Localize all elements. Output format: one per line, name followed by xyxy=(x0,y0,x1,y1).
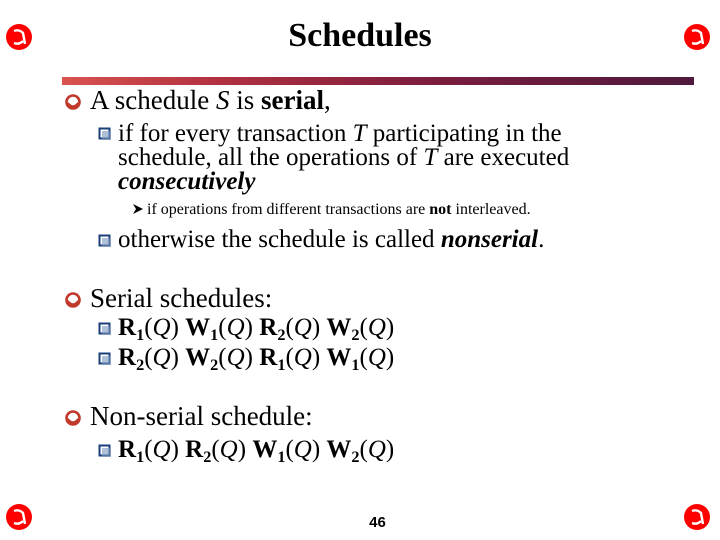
schedule-operation: $W_1(Q)$ xyxy=(185,314,253,344)
data-item: Q xyxy=(293,314,312,341)
text: interleaved. xyxy=(451,201,531,218)
schedule-operation: $W_2(Q)$ xyxy=(326,436,395,466)
operation-type: W xyxy=(326,436,352,463)
operation-type: W xyxy=(185,314,211,341)
circle-bullet-icon xyxy=(62,90,84,112)
serial-schedules-label: Serial schedules: xyxy=(90,283,273,313)
square-bullet-icon xyxy=(98,444,112,458)
serial-definition-line xyxy=(90,86,331,114)
data-item: Q xyxy=(293,344,312,371)
interleave-note xyxy=(147,200,531,220)
data-item: Q xyxy=(293,436,312,463)
square-bullet-icon xyxy=(98,352,112,366)
schedule-operation: $R_2(Q)$ xyxy=(118,344,179,374)
data-item: Q xyxy=(152,436,171,463)
nonserial-term: nonserial xyxy=(440,226,539,253)
transaction-subscript: 1 xyxy=(136,447,145,466)
data-item: Q xyxy=(152,314,171,341)
operation-type: W xyxy=(326,344,352,371)
transaction-subscript: 2 xyxy=(351,447,360,466)
data-item: Q xyxy=(367,314,386,341)
transaction-subscript: 1 xyxy=(136,325,145,344)
schedule-operation: $W_1(Q)$ xyxy=(252,436,321,466)
data-item: Q xyxy=(152,344,171,371)
operation-type: W xyxy=(252,436,278,463)
operation-type: R xyxy=(259,344,278,371)
otherwise-line xyxy=(118,226,544,254)
text: participating in the xyxy=(366,120,562,147)
arrow-bullet-icon xyxy=(131,202,145,216)
data-item: Q xyxy=(367,436,386,463)
serial-schedule-2 xyxy=(118,344,394,372)
schedule-var: S xyxy=(215,85,230,115)
schedule-operation: $W_2(Q)$ xyxy=(185,344,253,374)
transaction-subscript: 1 xyxy=(277,447,286,466)
transaction-subscript: 1 xyxy=(277,355,286,374)
schedule-operation: $R_1(Q)$ xyxy=(259,344,321,374)
text: if operations from different transactions are xyxy=(147,201,430,218)
data-item: Q xyxy=(226,344,245,371)
schedule-operation: $R_1(Q)$ xyxy=(118,436,179,466)
text: A schedule xyxy=(90,85,216,115)
operation-type: W xyxy=(326,314,352,341)
square-bullet-icon xyxy=(98,234,112,248)
transaction-subscript: 1 xyxy=(351,355,360,374)
serial-term: serial xyxy=(261,85,324,115)
transaction-var: T xyxy=(423,144,438,171)
transaction-subscript: 1 xyxy=(210,325,219,344)
transaction-subscript: 2 xyxy=(351,325,360,344)
data-item: Q xyxy=(219,436,238,463)
text: are executed xyxy=(437,144,570,171)
text: otherwise the schedule is called xyxy=(118,226,441,253)
transaction-subscript: 2 xyxy=(277,325,286,344)
operation-type: R xyxy=(185,436,204,463)
nonserial-schedule-label: Non-serial schedule: xyxy=(90,401,313,431)
transaction-subscript: 2 xyxy=(210,355,219,374)
text: if for every transaction xyxy=(118,120,353,147)
circle-bullet-icon xyxy=(62,406,84,428)
operation-type: R xyxy=(118,344,137,371)
data-item: Q xyxy=(367,344,386,371)
operation-type: R xyxy=(259,314,278,341)
text: schedule, all the operations of xyxy=(118,144,424,171)
nonserial-schedule xyxy=(118,436,394,464)
schedule-operation: $R_2(Q)$ xyxy=(259,314,321,344)
title-divider xyxy=(62,77,694,85)
schedule-operation: $R_1(Q)$ xyxy=(118,314,179,344)
transaction-subscript: 2 xyxy=(136,355,145,374)
text: . xyxy=(538,226,545,253)
slide-title: Schedules xyxy=(288,17,432,54)
not-emphasis: not xyxy=(429,201,452,218)
operation-type: R xyxy=(118,436,137,463)
schedule-operation: $W_1(Q)$ xyxy=(326,344,395,374)
page-number: 46 xyxy=(369,514,386,531)
transaction-var: T xyxy=(352,120,367,147)
schedule-operation: $W_2(Q)$ xyxy=(326,314,395,344)
operation-type: W xyxy=(185,344,211,371)
data-item: Q xyxy=(226,314,245,341)
transaction-subscript: 2 xyxy=(203,447,212,466)
condition-line-3: consecutively xyxy=(118,168,256,195)
circle-bullet-icon xyxy=(62,288,84,310)
square-bullet-icon xyxy=(98,127,112,141)
serial-schedule-1 xyxy=(118,314,394,342)
text: is xyxy=(229,85,261,115)
schedule-operation: $R_2(Q)$ xyxy=(185,436,247,466)
operation-type: R xyxy=(118,314,137,341)
square-bullet-icon xyxy=(98,322,112,336)
text: , xyxy=(323,85,331,115)
